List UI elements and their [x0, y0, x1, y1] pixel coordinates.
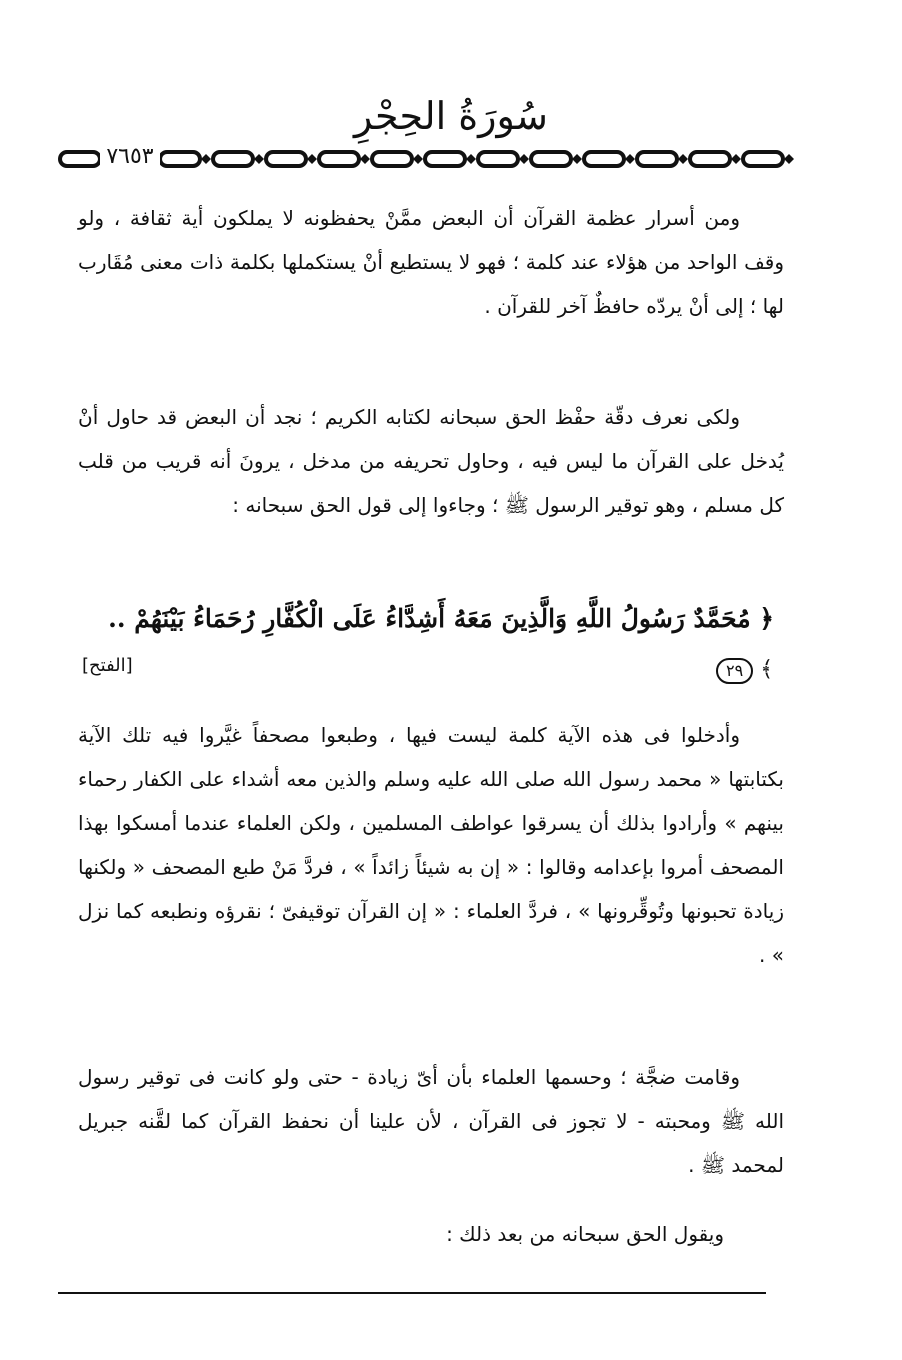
- diamond-icon: [307, 154, 317, 164]
- chain-ornament-icon: [56, 145, 812, 173]
- surah-reference: [الفتح]: [82, 655, 133, 676]
- chain-link-icon: [60, 152, 100, 166]
- diamond-icon: [625, 154, 635, 164]
- chain-link-icon: [160, 152, 200, 166]
- diamond-icon: [201, 154, 211, 164]
- page-number: ٧٦٥٣: [100, 143, 160, 171]
- diamond-icon: [519, 154, 529, 164]
- quran-verse: ﴿ مُحَمَّدٌ رَسُولُ اللَّهِ وَالَّذِينَ مَعَهُ أَشِدَّاءُ عَلَى الْكُفَّارِ رُحَمَاءُ بَيْنَهُمْ ..: [108, 604, 774, 633]
- chain-link-icon: [478, 152, 518, 166]
- paragraph-block-1: [78, 196, 784, 328]
- chain-link-icon: [690, 152, 730, 166]
- chain-link-icon: [743, 152, 783, 166]
- paragraph-block-4: [78, 1055, 784, 1187]
- diamond-icon: [572, 154, 582, 164]
- paragraph: ولكى نعرف دقّة حفْظ الحق سبحانه لكتابه الكريم ؛ نجد أن البعض قد حاول أنْ يُدخل على القرآن ما ليس فيه ، وحاول تحريفه من مدخل ، يرونَ أنه قريب من قلب كل مسلم ، وهو توقير الرسول ﷺ ؛ وجاءوا إلى قول الحق سبحانه :: [78, 405, 784, 517]
- ayah-number: ٢٩: [716, 658, 753, 684]
- closing-bracket: ﴾: [760, 657, 774, 682]
- chain-link-icon: [372, 152, 412, 166]
- footer-divider: [58, 1292, 766, 1294]
- diamond-icon: [678, 154, 688, 164]
- diamond-icon: [784, 154, 794, 164]
- paragraph: ومن أسرار عظمة القرآن أن البعض ممَّنْ يحفظونه لا يملكون أية ثقافة ، ولو وقف الواحد من هؤلاء عند كلمة ؛ فهو لا يستطيع أنْ يستكملها بكلمة ذات معنى مُقَارب لها ؛ إلى أنْ يردّه حافظٌ آخر للقرآن .: [78, 206, 784, 318]
- paragraph-block-2: [78, 395, 784, 527]
- diamond-icon: [731, 154, 741, 164]
- chain-link-icon: [213, 152, 253, 166]
- chain-link-icon: [637, 152, 677, 166]
- chain-link-icon: [266, 152, 306, 166]
- paragraph: وأدخلوا فى هذه الآية كلمة ليست فيها ، وطبعوا مصحفاً غيَّروا فيه تلك الآية بكتابتها « محمد رسول الله صلى الله عليه وسلم والذين معه أشداء على الكفار رحماء بينهم » وأرادوا بذلك أن يسرقوا عواطف المسلمين ، ولكن العلماء عندما أمسكوا بهذا المصحف أمروا بإعدامه وقالوا : « إن به شيئاً زائداً » ، فردَّ مَنْ طبع المصحف « ولكنها زيادة تحبونها وتُوقِّرونها » ، فردَّ العلماء : « إن القرآن توقيفىّ ؛ نقرؤه ونطبعه كما نزل » .: [78, 723, 784, 967]
- closing-line: ويقول الحق سبحانه من بعد ذلك :: [446, 1222, 724, 1246]
- paragraph: وقامت ضجَّة ؛ وحسمها العلماء بأن أىّ زيادة - حتى ولو كانت فى توقير رسول الله ﷺ ومحبته - لا تجوز فى القرآن ، لأن علينا أن نحفظ القرآن كما لقَّنه جبريل لمحمد ﷺ .: [78, 1065, 784, 1177]
- diamond-icon: [466, 154, 476, 164]
- diamond-icon: [413, 154, 423, 164]
- chain-link-icon: [425, 152, 465, 166]
- paragraph-block-3: [78, 713, 784, 977]
- ornamental-border: [56, 145, 812, 173]
- chain-link-icon: [319, 152, 359, 166]
- chain-link-icon: [531, 152, 571, 166]
- verse-end-marker: [716, 652, 773, 688]
- surah-title: سُورَةُ الحِجْرِ: [354, 94, 548, 138]
- diamond-icon: [254, 154, 264, 164]
- diamond-icon: [360, 154, 370, 164]
- chain-link-icon: [584, 152, 624, 166]
